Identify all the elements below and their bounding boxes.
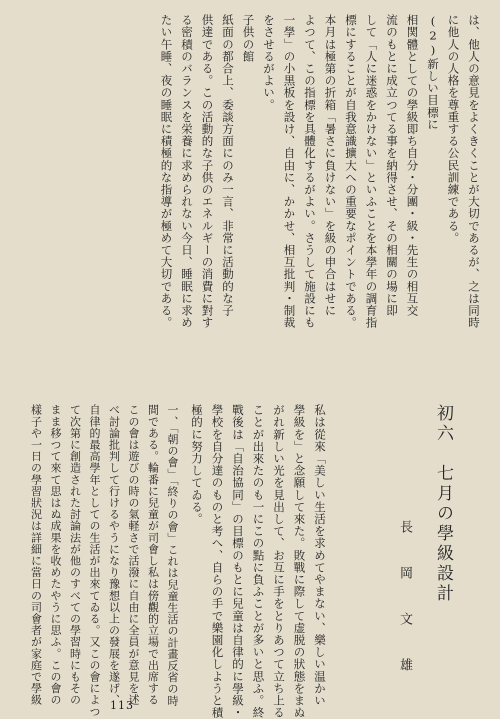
bottom-right-text-block: [187, 404, 331, 719]
text-line: 一、「朝の會」「終りの會」これは兒童生活の計畫反省の時: [166, 404, 179, 707]
text-line: 自律的最高學年としての生活が出來てゐる。又この會によつ: [88, 404, 101, 718]
text-line: 一學」の小黒板を設け、自由に、かかせ、相互批判・制裁: [282, 14, 297, 329]
top-text-block: [156, 14, 484, 336]
text-line: たい午睡、夜の睡眠に積極的な指導が極めて大切である。: [159, 14, 174, 329]
text-line: 學級を」と念願して來た。敗戰に際して虚脱の狀態をまぬ: [292, 404, 307, 719]
text-line: がれ新しい光を見出して、お互に手をとりあつて立ち上る: [272, 404, 286, 719]
text-line: に他人の人格を尊重する公民訓練である。: [446, 14, 461, 244]
text-line: 戰後は「自治協同」の目標のもとに兒童は自律的に學級・: [231, 404, 245, 719]
text-line: 子供の館: [241, 14, 256, 63]
text-line: まま移つて來て思はぬ成果を收めたやうに思ふ。この會の: [49, 404, 62, 706]
text-line: は、他人の意見をよくきくことが大切であるが、之は同時: [467, 14, 481, 329]
text-line: 極的に努力してゐる。: [190, 404, 204, 525]
text-line: (2)新しい目標に: [426, 14, 440, 131]
text-line: 紙面の都合上、委談方面にのみ一言、非常に活動的な子: [221, 14, 235, 317]
text-line: 學校を自分達のものと考へ、自らの手で樂園化しようと積: [210, 404, 225, 719]
text-line: して「人に迷惑をかけない」といふことを本學年の調育指: [364, 14, 379, 329]
text-line: よつて、この指標を具體化するがよい。さうして施設にも: [303, 14, 317, 329]
text-line: べ討論批判して行けるやうになり豫想以上の發展を遂げ、: [107, 404, 121, 706]
text-line: 樣子や一日の學習狀況は詳細に當日の司會者が家庭で學級: [29, 404, 43, 706]
author-name: 長 岡 文 雄: [397, 520, 412, 681]
text-line: をさせるがよい。: [262, 14, 276, 111]
article-heading: 初六 七月の學級設計: [433, 404, 453, 604]
text-line: 間である。輪番に兒童が司會し私は傍觀的立場で出席する: [146, 404, 160, 706]
text-line: 標にすることが自我意識擴大への重要なポイントである。: [344, 14, 358, 329]
text-line: 私は從來「美しい生活を求めてやまない、樂しい温かい: [313, 404, 327, 707]
text-line: ことが出來たのも一にこの點に負ふことが多いと思ふ。終: [251, 404, 266, 719]
text-line: 流のもとに成立つてる事を納得させ、その相關の場に即: [385, 14, 399, 317]
page-number: 113: [110, 699, 134, 712]
text-line: この會は遊びの時の氣軽さで活潑に自由に全員が意見を述: [127, 404, 140, 706]
text-line: 本月は極第の折箱「暑さに負けない」を級の申合はせに: [323, 14, 338, 317]
text-line: 相関體としての學級即ち自分・分團・級・先生の相互交: [405, 14, 420, 317]
text-line: 供達である。この活動的な子供のエネルギーの消費に對す: [200, 14, 215, 329]
text-line: る密積のバランスを栄養に求められない今日、睡眠に求め: [180, 14, 194, 329]
text-line: て次第に創造された討論法が他のすべての學習時にもその: [68, 404, 82, 706]
